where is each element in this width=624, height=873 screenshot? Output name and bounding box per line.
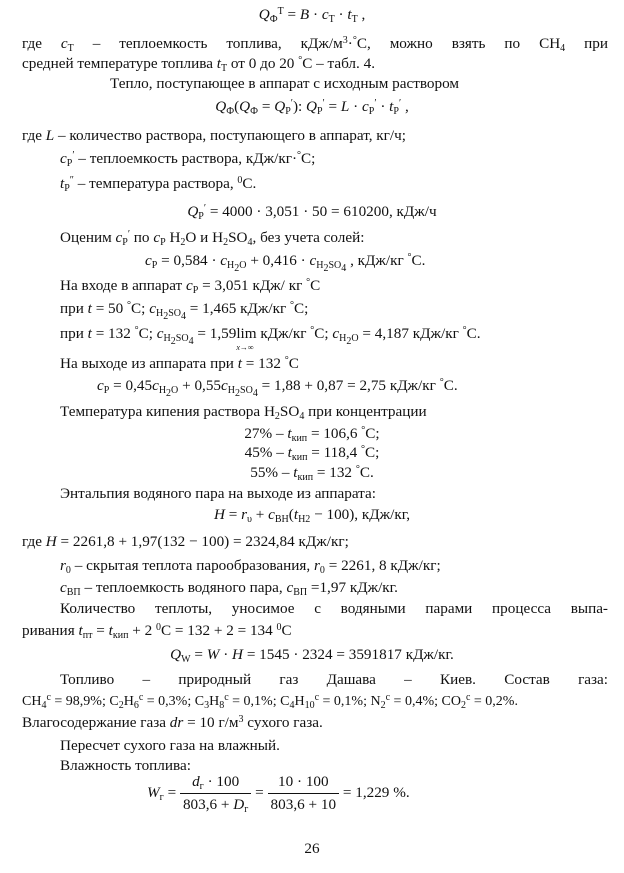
text-line: $t_Р''$ – температура раствора, $^0$С. — [60, 175, 257, 194]
formula-line: $H = r_\upsilon + c_{ВН}(t_{Н2} - 100)$, кДж/кг, — [213, 506, 411, 525]
text-line: Пересчет сухого газа на влажный. — [60, 737, 280, 754]
formula-line: $Q_Р' = 4000 \cdot 3,051 \cdot 50 = 610200$, кДж/ч — [187, 203, 437, 222]
text-line: ривания $t_{пт} = t_{кип} + 2$ $^0$С = 132 + 2 = 134 $^0$С — [22, 622, 292, 641]
page-number: 26 — [304, 840, 320, 857]
text-line: Температура кипения раствора $H_2SO_4$ при концентрации — [60, 403, 427, 422]
formula-line: $c_Р = 0,584 \cdot c_{H_2O} + 0,416 \cdot c_{H_2SO_4}$ , кДж/кг °С. — [145, 252, 426, 274]
text-line: $c_{ВП}$ – теплоемкость водяного пара, $c_{ВП} =1,97$ кДж/кг. — [60, 579, 398, 598]
text-line: Энтальпия водяного пара на выходе из аппарата: — [60, 485, 376, 502]
text-line: где L – количество раствора, поступающего в аппарат, кг/ч; — [22, 127, 406, 144]
text-line: $55\% - t_{кип} = 132$ °С. — [250, 464, 374, 483]
text-line: На выходе из аппарата при t = 132 °С — [60, 355, 299, 372]
text-line: Оценим $c_Р'$ по $c_Р$ $H_2O$ и $H_2SO_4$, без учета солей: — [60, 229, 365, 248]
formula-line: $W_г$ = $\frac{d_г \cdot 100}{803,6 + D_г}$ = $\frac{10 \cdot 100}{803,6 + 10}$ = 1,229 %. — [147, 773, 410, 815]
text-line: где H = 2261,8 + 1,97(132 − 100) = 2324,84 кДж/кг; — [22, 533, 349, 550]
formula-line: $CH_4^с = 98,9\%$; $C_2H_6^с = 0,3\%$; $C_3H_8^с = 0,1\%$; $C_4H_{10}^с = 0,1\%$; $N_2^с = 0,4\%$; $CO_2^с = 0,2\%$. — [22, 692, 518, 711]
text-line: Влагосодержание газа dr = 10 $г/м^3$ сухого газа. — [22, 714, 323, 731]
text-line: при t = 50 °С; $c_{H_2SO_4} = 1,465$ кДж/кг °С; — [60, 300, 309, 322]
text-line: при t = 132 °С; $c_{H_2SO_4} = 1,59\lim$ x→∞ кДж/кг °С; $c_{H_2O} = 4,187$ кДж/кг °С. — [60, 325, 481, 352]
formula-line: $Q_W = W \cdot H = 1545 \cdot 2324 = 3591817$ кДж/кг. — [170, 646, 454, 665]
text-line: $r_0$ – скрытая теплота парообразования, $r_0 = 2261$, 8 кДж/кг; — [60, 557, 441, 576]
formula-line: $Q_Ф^Т = B \cdot c_Т \cdot t_Т$ , — [258, 6, 366, 25]
text-line: На входе в аппарат $c_Р = 3,051$ кДж/ кг °С — [60, 277, 321, 296]
text-line: Количество теплоты, уносимое с водяными парами процесса выпа- — [60, 600, 608, 617]
text-line: $27\% - t_{кип} = 106,6$ °С; — [244, 425, 380, 444]
text-line: где $c_Т$ – теплоемкость топлива, кДж/$м^3\cdot^\circ С$, можно взять по $CH_4$ при — [22, 35, 608, 54]
text-line: Тепло, поступающее в аппарат с исходным раствором — [110, 75, 459, 92]
text-line: $45\% - t_{кип} = 118,4$ °С; — [244, 444, 380, 463]
text-line: $c_Р'$ – теплоемкость раствора, кДж/кг·°С; — [60, 150, 316, 169]
formula-line: $c_Р = 0,45c_{H_2O} + 0,55c_{H_2SO_4} = 1,88 + 0,87 = 2,75$ кДж/кг °С. — [97, 377, 458, 399]
text-line: Влажность топлива: — [60, 757, 191, 774]
text-line: Топливо – природный газ Дашава – Киев. Состав газа: — [60, 671, 608, 688]
formula-line: $Q_Ф(Q_Ф = Q_Р')$: $Q_Р' = L \cdot c_Р' \cdot t_Р'$ , — [215, 98, 409, 117]
text-line: средней температуре топлива $t_Т$ от 0 до 20 °С – табл. 4. — [22, 55, 375, 74]
